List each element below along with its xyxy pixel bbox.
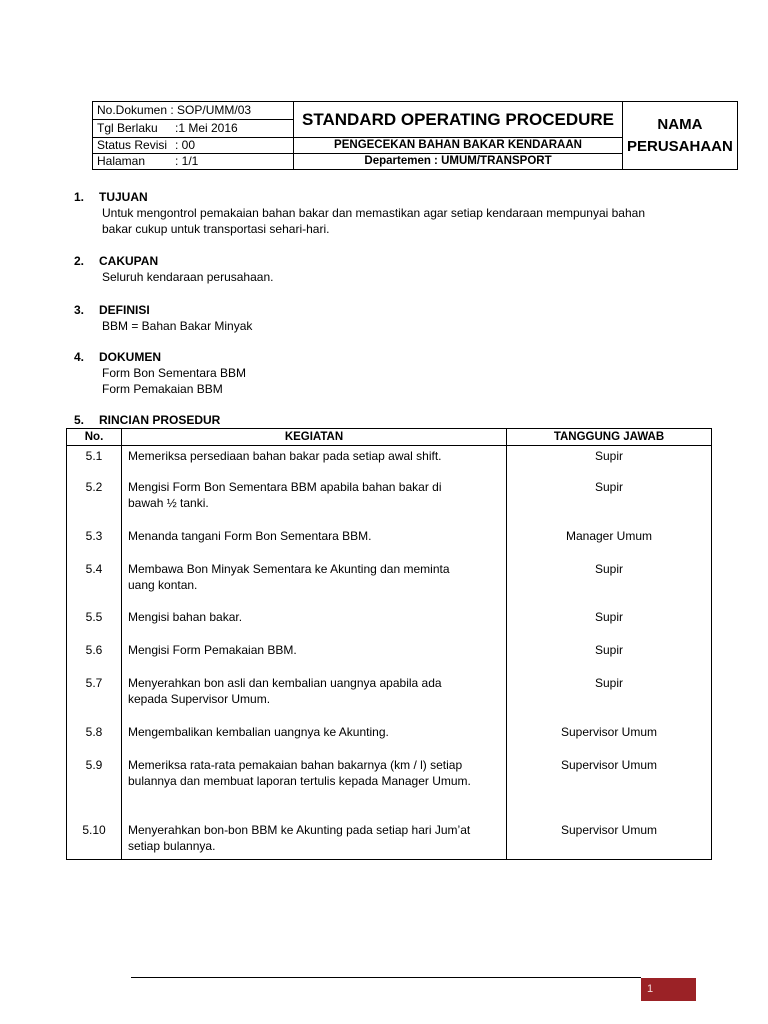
step-pic: Supervisor Umum xyxy=(507,724,712,757)
step-activity: Mengembalikan kembalian uangnya ke Akunting. xyxy=(128,724,389,739)
step-pic: Supir xyxy=(507,446,712,479)
step-number: 5.1 xyxy=(67,446,122,479)
section-number: 3. xyxy=(74,303,85,317)
step-pic: Supervisor Umum xyxy=(507,822,712,860)
sop-header-table xyxy=(92,101,738,170)
step-pic: Supir xyxy=(507,479,712,528)
sop-title: STANDARD OPERATING PROCEDURE xyxy=(294,102,623,138)
footer-divider xyxy=(131,977,641,978)
section-number: 1. xyxy=(74,190,85,204)
table-row xyxy=(67,724,712,757)
body-line: Form Pemakaian BBM xyxy=(102,382,223,396)
page-number-badge: 1 xyxy=(641,978,696,1001)
step-number: 5.8 xyxy=(67,724,122,757)
step-activity: Memeriksa rata-rata pemakaian bahan bakarnya (km / l) setiap bulannya dan membuat laporan tertulis kepada Manager Umum. xyxy=(128,757,471,788)
table-header-row xyxy=(67,429,712,446)
step-number: 5.10 xyxy=(67,822,122,860)
doc-number-value: : SOP/UMM/03 xyxy=(170,103,252,117)
section-heading xyxy=(74,189,702,205)
page-count-value: : 1/1 xyxy=(175,154,199,168)
step-number: 5.7 xyxy=(67,675,122,724)
step-pic: Supervisor Umum xyxy=(507,757,712,822)
body-line: Seluruh kendaraan perusahaan. xyxy=(102,270,274,284)
body-line: BBM = Bahan Bakar Minyak xyxy=(102,319,253,333)
step-activity: Mengisi bahan bakar. xyxy=(128,609,243,624)
section-dokumen xyxy=(74,349,702,397)
step-pic: Supir xyxy=(507,609,712,642)
section-number: 4. xyxy=(74,350,85,364)
section-title: RINCIAN PROSEDUR xyxy=(99,413,221,427)
table-row xyxy=(67,642,712,675)
section-cakupan xyxy=(74,253,702,285)
table-row xyxy=(67,479,712,528)
table-row xyxy=(67,675,712,724)
section-heading xyxy=(74,302,702,318)
table-row xyxy=(67,757,712,822)
step-number: 5.6 xyxy=(67,642,122,675)
step-number: 5.3 xyxy=(67,528,122,561)
company-line-1: NAMA xyxy=(657,115,703,133)
effective-date-label: Tgl Berlaku xyxy=(97,121,158,135)
step-activity: Memeriksa persediaan bahan bakar pada setiap awal shift. xyxy=(128,449,442,463)
step-number: 5.9 xyxy=(67,757,122,822)
revision-label: Status Revisi xyxy=(97,138,168,152)
column-header-activity: KEGIATAN xyxy=(122,429,507,446)
page-count-cell xyxy=(93,154,294,170)
section-rincian xyxy=(74,412,220,428)
section-number: 5. xyxy=(74,413,85,427)
body-line: bakar cukup untuk transportasi sehari-hari. xyxy=(102,222,330,236)
procedure-table xyxy=(66,428,712,860)
section-title: DOKUMEN xyxy=(99,350,161,364)
step-activity: Menyerahkan bon asli dan kembalian uangnya apabila ada kepada Supervisor Umum. xyxy=(128,675,442,706)
table-row xyxy=(67,609,712,642)
column-header-pic: TANGGUNG JAWAB xyxy=(507,429,712,446)
body-line: Untuk mengontrol pemakaian bahan bakar dan memastikan agar setiap kendaraan mempunyai bahan xyxy=(102,206,646,220)
page-count-label: Halaman xyxy=(97,154,146,168)
company-line-2: PERUSAHAAN xyxy=(627,137,733,155)
revision-cell xyxy=(93,138,294,154)
step-activity: Mengisi Form Pemakaian BBM. xyxy=(128,642,297,657)
step-activity: Menyerahkan bon-bon BBM ke Akunting pada setiap hari Jum’at setiap bulannya. xyxy=(128,822,471,853)
table-row xyxy=(67,528,712,561)
sop-subtitle: PENGECEKAN BAHAN BAKAR KENDARAAN xyxy=(294,138,623,154)
department-label: Departemen : UMUM/TRANSPORT xyxy=(294,154,623,170)
doc-number-cell xyxy=(93,102,294,120)
step-number: 5.5 xyxy=(67,609,122,642)
step-activity: Menanda tangani Form Bon Sementara BBM. xyxy=(128,528,372,543)
step-pic: Manager Umum xyxy=(507,528,712,561)
effective-date-value: :1 Mei 2016 xyxy=(175,121,238,135)
section-title: DEFINISI xyxy=(99,303,150,317)
step-pic: Supir xyxy=(507,642,712,675)
step-pic: Supir xyxy=(507,561,712,609)
section-body xyxy=(74,365,702,397)
step-activity: Mengisi Form Bon Sementara BBM apabila bahan bakar di bawah ½ tanki. xyxy=(128,479,442,510)
section-body xyxy=(74,318,702,334)
section-tujuan xyxy=(74,189,702,237)
section-definisi xyxy=(74,302,702,334)
step-activity: Membawa Bon Minyak Sementara ke Akunting dan meminta uang kontan. xyxy=(128,561,450,592)
table-row xyxy=(67,561,712,609)
doc-number-label: No.Dokumen xyxy=(97,103,168,117)
section-heading xyxy=(74,253,702,269)
body-line: Form Bon Sementara BBM xyxy=(102,366,247,380)
step-pic: Supir xyxy=(507,675,712,724)
section-body xyxy=(74,269,702,285)
section-title: TUJUAN xyxy=(99,190,148,204)
table-row xyxy=(67,446,712,479)
column-header-no: No. xyxy=(67,429,122,446)
section-heading xyxy=(74,349,702,365)
section-number: 2. xyxy=(74,254,85,268)
section-title: CAKUPAN xyxy=(99,254,159,268)
step-number: 5.4 xyxy=(67,561,122,609)
company-name xyxy=(623,102,738,170)
effective-date-cell xyxy=(93,120,294,138)
step-number: 5.2 xyxy=(67,479,122,528)
table-row xyxy=(67,822,712,860)
revision-value: : 00 xyxy=(175,138,196,152)
section-heading xyxy=(74,412,220,428)
section-body xyxy=(74,205,702,237)
